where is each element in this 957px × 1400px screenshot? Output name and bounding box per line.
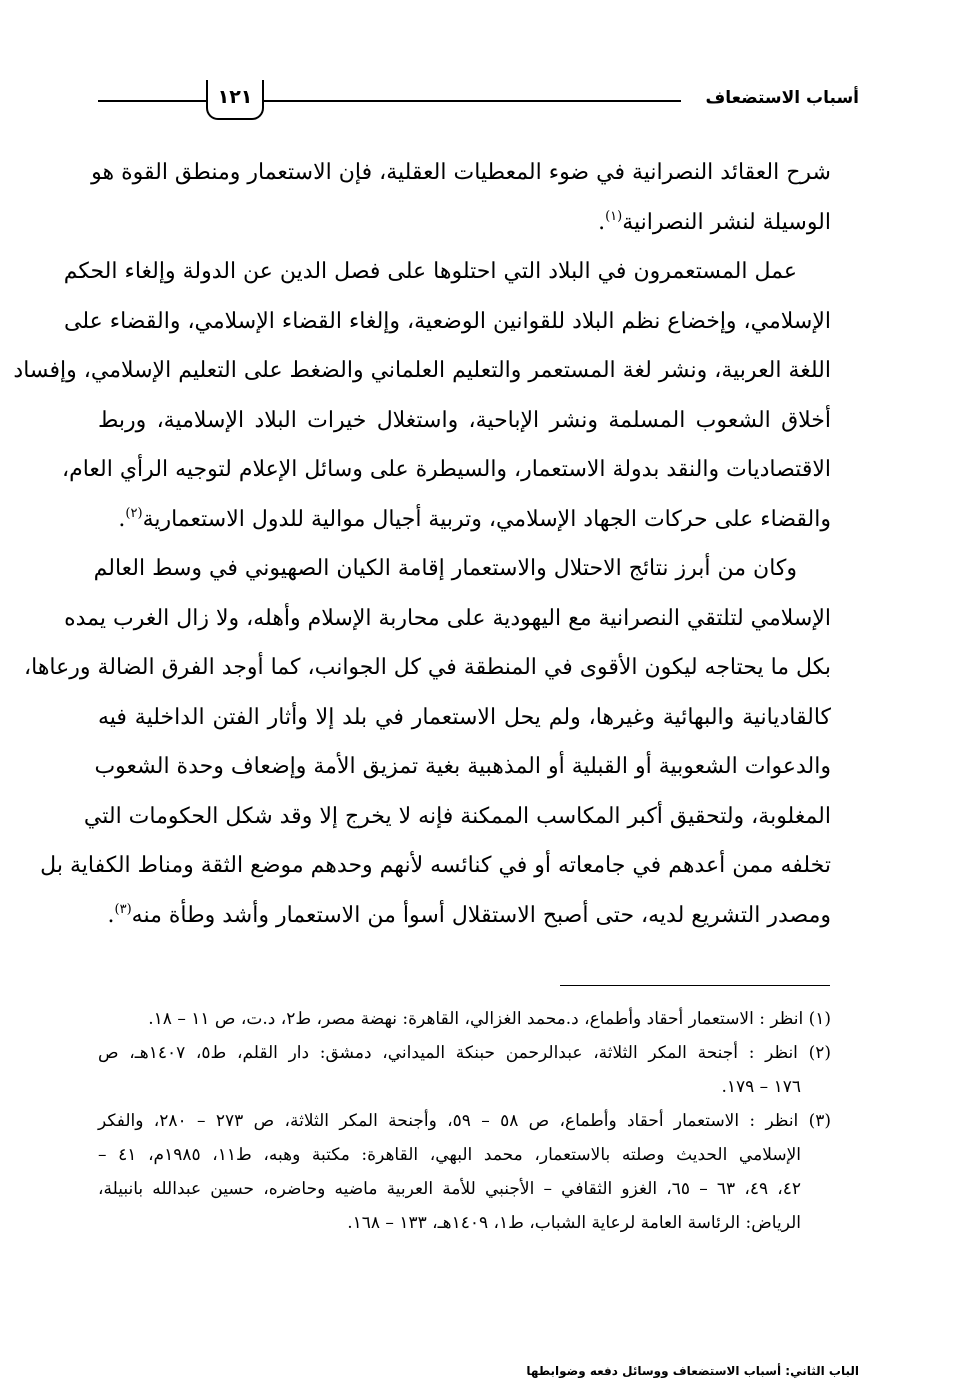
text-line: أخلاق الشعوب المسلمة ونشر الإباحية، واستغلال خيرات البلاد الإسلامية، وربط <box>98 407 831 433</box>
text-line: والدعوات الشعوبية أو القبلية أو المذهبية بغية تمزيق الأمة وإضعاف وحدة الشعوب <box>94 754 831 779</box>
text-line: بكل ما يحتاجه ليكون الأقوى في المنطقة في كل الجوانب، كما أوجد الفرق الضالة ورعاها، <box>24 655 831 680</box>
text-line: اللغة العربية، ونشر لغة المستعمر والتعليم العلماني والضغط على التعليم الإسلامي، وإفساد <box>13 358 831 383</box>
page-number: ١٢١ <box>206 80 264 120</box>
header-rule-right <box>264 100 681 102</box>
paragraph <box>91 148 831 247</box>
footnote-ref[interactable]: (٢) <box>125 505 143 521</box>
text-line: والقضاء على حركات الجهاد الإسلامي، وتربية أجيال موالية للدول الاستعمارية$^{(٢)}$. <box>118 505 831 532</box>
running-header-title: أسباب الاستضعاف <box>705 88 859 108</box>
text-line: الوسيلة لنشر النصرانية$^{(١)}$. <box>598 208 831 235</box>
footnotes <box>98 1002 831 1240</box>
footnote-ref[interactable]: (٣) <box>114 901 132 917</box>
text-line: كالقاديانية والبهائية وغيرها، ولم يحل الاستعمار في بلد إلا وأثار الفتن الداخلية فيه <box>98 704 831 730</box>
text-line: شرح العقائد النصرانية في ضوء المعطيات العقلية، فإن الاستعمار ومنطق القوة هو <box>91 160 831 185</box>
footnote-line: (٣) انظر : الاستعمار أحقاد وأطماع، ص ٥٨ – ٥٩، وأجنحة المكر الثلاثة، ص ٢٧٣ – ٢٨٠، والفكر <box>98 1111 832 1131</box>
footnote-3 <box>98 1104 831 1240</box>
text-line: تخلفه ممن أعدهم في جامعاته أو في كنائسه لأنهم وحدهم موضع الثقة ومناط الكفاية بل <box>40 853 831 878</box>
text-line: الإسلامي، وإخضاع نظم البلاد للقوانين الوضعية، وإلغاء القضاء الإسلامي، والقضاء على <box>64 308 831 334</box>
text-line: ومصدر التشريع لديه، حتى أصبح الاستقلال أسوأ من الاستعمار وأشد وطأة منه$^{(٣)}$. <box>107 901 831 928</box>
footnote-line: الرياض: الرئاسة العامة لرعاية الشباب، ط١، ١٤٠٩هـ، ١٣٣ – ١٦٨. <box>347 1213 801 1233</box>
footnote-divider <box>560 985 830 986</box>
text-line: عمل المستعمرون في البلاد التي احتلوها على فصل الدين عن الدولة وإلغاء الحكم <box>63 259 797 284</box>
text-line: الإسلامي لتلتقي النصرانية مع اليهودية على محاربة الإسلام وأهله، ولا زال الغرب يمده <box>64 605 831 631</box>
footnote-line: (٢) انظر : أجنحة المكر الثلاثة، عبدالرحمن حبنكة الميداني، دمشق: دار القلم، ط٥، ١٤٠٧هـ، ص <box>98 1043 832 1063</box>
header-rule-left <box>98 100 206 102</box>
footnote-line: الإسلامي الحديث وصلته بالاستعمار، محمد البهي، القاهرة: مكتبة وهبه، ط١١، ١٩٨٥م، ٤١ – <box>98 1145 802 1165</box>
running-footer: الباب الثاني: أسباب الاستضعاف ووسائل دفعه وضوابطها <box>526 1364 859 1378</box>
footnote-2 <box>98 1036 831 1104</box>
footnote-line: ٤٢، ٤٩، ٦٣ – ٦٥، الغزو الثقافي – الأجنبي للأمة العربية ماضيه وحاضره، حسين عبدالله بانبيلة، <box>98 1179 801 1199</box>
body-text <box>13 148 831 940</box>
paragraph <box>13 247 831 544</box>
text-line: المغلوبة، ولتحقيق أكبر المكاسب الممكنة فإنه لا يخرج إلا وقد شكل الحكومات التي <box>83 803 831 829</box>
text-line: الاقتصاديات والنقد بدولة الاستعمار، والسيطرة على وسائل الإعلام لتوجيه الرأي العام، <box>61 457 831 482</box>
footnote-ref[interactable]: (١) <box>605 208 623 224</box>
paragraph <box>24 544 831 940</box>
footnote-line: (١) انظر : الاستعمار أحقاد وأطماع، د.محمد الغزالي، القاهرة: نهضة مصر، ط٢، د.ت، ص ١١ – ١٨. <box>148 1009 831 1029</box>
text-line: وكان من أبرز نتائج الاحتلال والاستعمار إقامة الكيان الصهيوني في وسط العالم <box>93 556 797 581</box>
footnote-1 <box>98 1002 831 1036</box>
footnote-line: ١٧٦ – ١٧٩. <box>721 1077 801 1097</box>
